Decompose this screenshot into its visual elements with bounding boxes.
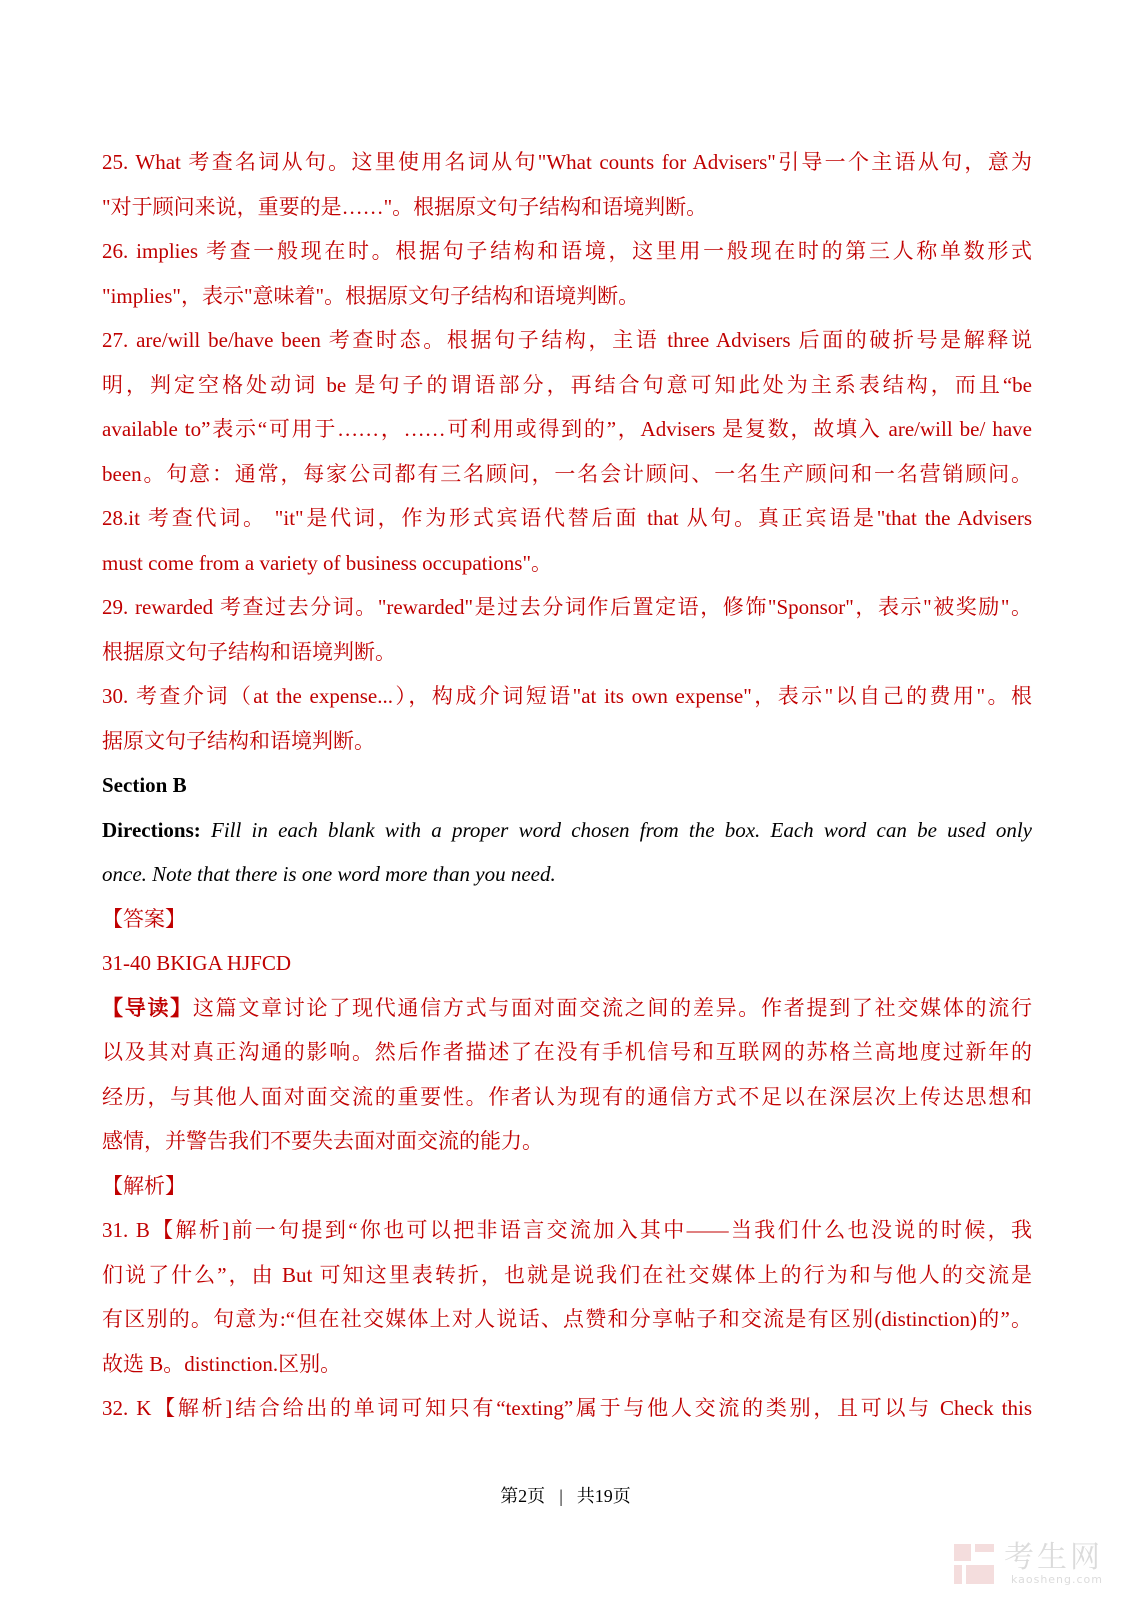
section-b-heading: Section B bbox=[102, 773, 187, 797]
page-total: 共19页 bbox=[576, 1486, 631, 1506]
q30-line-2: 据原文句子结构和语境判断。 bbox=[102, 728, 375, 753]
q32-line-1: 32. K【解析]结合给出的单词可知只有“texting”属于与他人交流的类别，且可以与 Check this bbox=[102, 1396, 1032, 1420]
q27-line-2: 明，判定空格处动词 be 是句子的谓语部分，再结合句意可知此处为主系表结构，而且“be bbox=[102, 372, 1032, 397]
answer-text: 31-40 BKIGA HJFCD bbox=[102, 951, 292, 975]
q30-line-1: 30. 考查介词（at the expense...），构成介词短语"at its own expense"，表示"以自己的费用"。根 bbox=[102, 684, 1032, 708]
watermark-text: 考生网 bbox=[1004, 1540, 1103, 1575]
document-body bbox=[102, 140, 1032, 1431]
q31-line-3: 有区别的。句意为:“但在社交媒体上对人说话、点赞和分享帖子和交流是有区别(distinction)的”。 bbox=[102, 1307, 1032, 1331]
q26-line-1: 26. implies 考查一般现在时。根据句子结构和语境，这里用一般现在时的第三人称单数形式 bbox=[102, 239, 1032, 263]
q25-line-2: "对于顾问来说，重要的是……"。根据原文句子结构和语境判断。 bbox=[102, 194, 708, 219]
footer-separator: | bbox=[559, 1486, 563, 1506]
directions-line-2: once. Note that there is one word more than you need. bbox=[102, 862, 556, 886]
analysis-heading: 【解析】 bbox=[102, 1173, 186, 1198]
q31-line-2: 们说了什么”，由 But 可知这里表转折，也就是说我们在社交媒体上的行为和与他人的交流是 bbox=[102, 1262, 1032, 1287]
directions-line-1 bbox=[102, 808, 1032, 853]
answer-heading: 【答案】 bbox=[102, 906, 186, 931]
q31-line-1: 31. B【解析]前一句提到“你也可以把非语言交流加入其中——当我们什么也没说的时候，我 bbox=[102, 1218, 1032, 1242]
q25-line-1: 25. What 考查名词从句。这里使用名词从句"What counts for Advisers"引导一个主语从句，意为 bbox=[102, 150, 1032, 174]
directions-text-1: Fill in each blank with a proper word chosen from the box. Each word can be used only bbox=[200, 817, 1032, 842]
q26-line-2: "implies"，表示"意味着"。根据原文句子结构和语境判断。 bbox=[102, 283, 640, 308]
page-footer bbox=[0, 1482, 1131, 1508]
watermark-logo-icon bbox=[952, 1542, 996, 1586]
directions-label: Directions: bbox=[102, 817, 201, 842]
q28-line-2: must come from a variety of business occupations"。 bbox=[102, 550, 553, 575]
intro-label: 【导读】 bbox=[102, 995, 193, 1020]
intro-line-3: 经历，与其他人面对面交流的重要性。作者认为现有的通信方式不足以在深层次上传达思想和 bbox=[102, 1084, 1032, 1109]
q27-line-4: been。句意：通常，每家公司都有三名顾问，一名会计顾问、一名生产顾问和一名营销顾问。 bbox=[102, 461, 1032, 486]
watermark-url: kaosheng.com bbox=[1010, 1573, 1103, 1586]
q29-line-2: 根据原文句子结构和语境判断。 bbox=[102, 639, 396, 664]
watermark-text-group bbox=[1004, 1542, 1103, 1586]
q27-line-1: 27. are/will be/have been 考查时态。根据句子结构，主语 three Advisers 后面的破折号是解释说 bbox=[102, 328, 1032, 352]
watermark bbox=[952, 1542, 1103, 1586]
intro-text-1: 这篇文章讨论了现代通信方式与面对面交流之间的差异。作者提到了社交媒体的流行 bbox=[192, 995, 1032, 1020]
intro-line-1 bbox=[102, 986, 1032, 1031]
q28-line-1: 28.it 考查代词。 "it"是代词，作为形式宾语代替后面 that 从句。真正宾语是"that the Advisers bbox=[102, 506, 1032, 530]
q27-line-3: available to”表示“可用于……，……可利用或得到的”，Advisers 是复数，故填入 are/will be/ have bbox=[102, 417, 1032, 441]
page-number: 第2页 bbox=[500, 1486, 546, 1506]
intro-line-2: 以及其对真正沟通的影响。然后作者描述了在没有手机信号和互联网的苏格兰高地度过新年的 bbox=[102, 1040, 1032, 1064]
q29-line-1: 29. rewarded 考查过去分词。"rewarded"是过去分词作后置定语，修饰"Sponsor"，表示"被奖励"。 bbox=[102, 595, 1032, 619]
intro-line-4: 感情，并警告我们不要失去面对面交流的能力。 bbox=[102, 1129, 543, 1153]
q31-line-4: 故选 B。distinction.区别。 bbox=[102, 1351, 342, 1376]
